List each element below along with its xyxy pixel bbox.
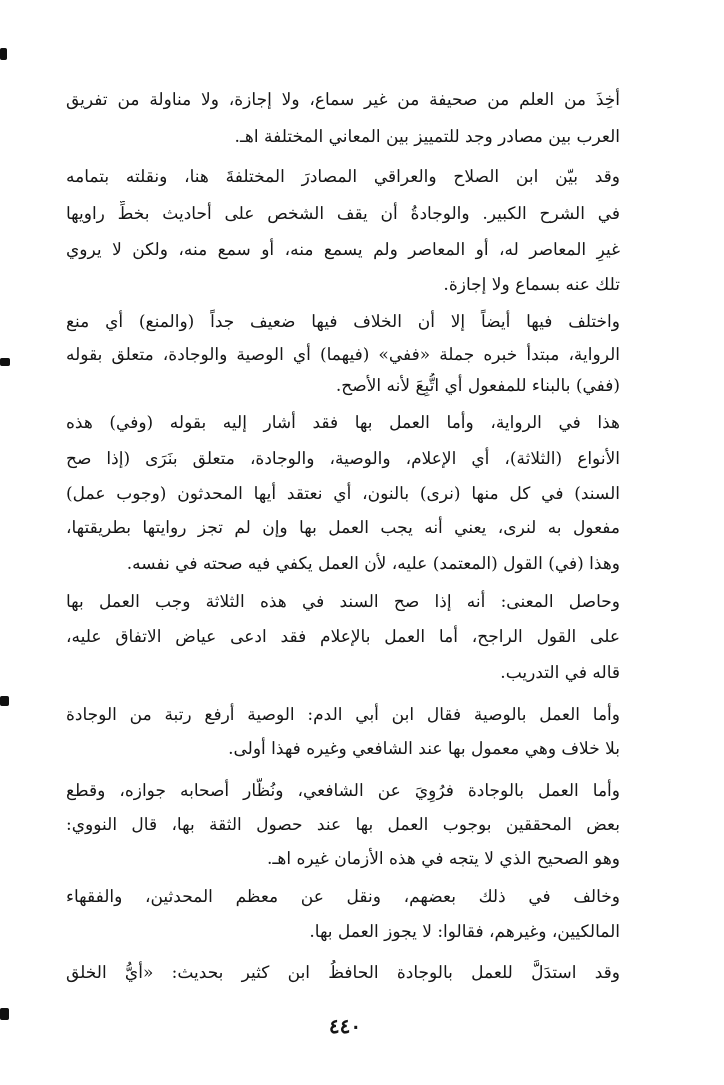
text-line: على القول الراجح، أما العمل بالإعلام فقد ادعى عياض الاتفاق عليه،: [66, 627, 620, 647]
text-line: السند) في كل منها (نرى) بالنون، أي نعتقد أيها المحدثون (وجوب عمل): [66, 484, 620, 504]
text-line: وهو الصحيح الذي لا يتجه في هذه الأزمان غيره اهـ.: [267, 849, 620, 869]
page-number: ٤٤٠: [328, 1014, 362, 1038]
text-line: قاله في التدريب.: [500, 663, 620, 683]
text-line: مفعول به لنرى، يعني أنه يجب العمل بها وإن لم تجز روايتها بطريقتها،: [66, 518, 620, 538]
text-line: وأما العمل بالوجادة فرُوِيَ عن الشافعي، ونُظَّار أصحابه جوازه، وقطع: [66, 781, 620, 801]
text-line: بعض المحققين بوجوب العمل بها عند حصول الثقة بها، قال النووي:: [66, 815, 620, 835]
text-line: هذا في الرواية، وأما العمل بها فقد أشار إليه بقوله (وفي) هذه: [66, 413, 620, 433]
text-line: تلك عنه بسماع ولا إجازة.: [443, 275, 620, 295]
text-line: بلا خلاف وهي معمول بها عند الشافعي وغيره فهذا أولى.: [228, 739, 620, 759]
text-line: (ففي) بالبناء للمفعول أي اتُّبِعَ لأنه الأصح.: [335, 376, 620, 396]
text-line: وهذا (في) القول (المعتمد) عليه، لأن العمل يكفي فيه صحته في نفسه.: [126, 554, 620, 574]
text-line: وحاصل المعنى: أنه إذا صح السند في هذه الثلاثة وجب العمل بها: [66, 592, 620, 612]
text-line: العرب بين مصادر وجد للتمييز بين المعاني المختلفة اهـ.: [234, 127, 620, 147]
text-line: المالكيين، وغيرهم، فقالوا: لا يجوز العمل بها.: [309, 922, 620, 942]
scan-mark: [0, 1008, 9, 1020]
text-line: الرواية، مبتدأ خبره جملة «ففي» (فيهما) أي الوصية والوجادة، متعلق بقوله: [66, 345, 620, 365]
text-line: الأنواع (الثلاثة)، أي الإعلام، والوصية، والوجادة، متعلق بنَرَى (إذا صح: [66, 449, 620, 469]
text-line: وخالف في ذلك بعضهم، ونقل عن معظم المحدثين، والفقهاء: [66, 887, 620, 907]
text-line: أخِذَ من العلم من صحيفة من غير سماع، ولا إجازة، ولا مناولة من تفريق: [66, 90, 620, 110]
text-line: واختلف فيها أيضاً إلا أن الخلاف فيها ضعيف جداً (والمنع) أي منع: [66, 312, 620, 332]
text-line: غيرِ المعاصر له، أو المعاصر ولم يسمع منه، أو سمع منه، ولكن لا يروي: [66, 240, 620, 260]
scan-mark: [0, 48, 7, 60]
text-line: وأما العمل بالوصية فقال ابن أبي الدم: الوصية أرفع رتبة من الوجادة: [66, 705, 620, 725]
scan-mark: [0, 696, 9, 706]
scan-mark: [0, 358, 10, 366]
text-line: في الشرح الكبير. والوجادةُ أن يقف الشخص على أحاديث بخطِّ راويها: [66, 204, 620, 224]
text-line: وقد استدَلَّ للعمل بالوجادة الحافظُ ابن كثير بحديث: «أيُّ الخلق: [66, 963, 620, 983]
text-line: وقد بيّن ابن الصلاح والعراقي المصادرَ المختلفةَ هنا، ونقلته بتمامه: [66, 167, 620, 187]
